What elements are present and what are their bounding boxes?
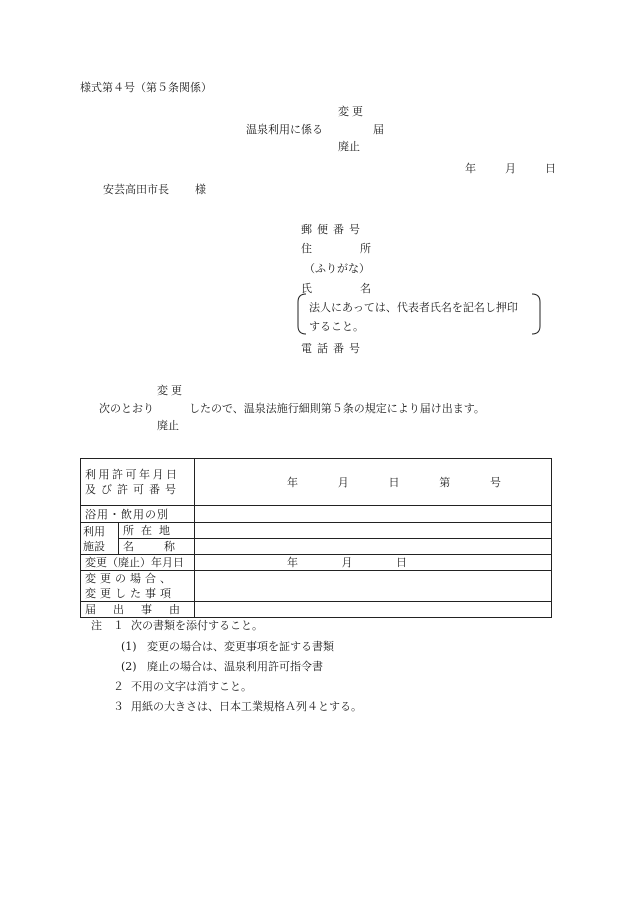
form-number: 様式第４号（第５条関係）: [80, 81, 212, 94]
title-suffix: 届: [373, 123, 384, 136]
change-date-columns: [199, 557, 547, 568]
note1-text: 次の書類を添付すること。: [131, 619, 263, 632]
reason-row: [81, 602, 552, 618]
title-option-change: 変更: [338, 105, 366, 118]
addressee-name: 安芸高田市長: [103, 183, 169, 196]
permit-month: 月: [337, 475, 349, 489]
usage-row: [81, 506, 552, 523]
permit-year: 年: [287, 475, 298, 489]
facility-group-line1: 利用: [83, 524, 105, 538]
date-month-label: 月: [505, 162, 516, 175]
reason-label-cell: 届出事由: [81, 602, 195, 618]
permit-value-cell[interactable]: [195, 459, 552, 506]
permit-value-columns: [199, 477, 547, 488]
change-matters-row: [81, 571, 552, 602]
addressee-honorific: 様: [195, 183, 206, 196]
note-sub1-text: 変更の場合は、変更事項を証する書類: [147, 640, 334, 653]
usage-value-cell[interactable]: [195, 506, 552, 523]
note3-number: ３: [113, 700, 124, 713]
change-date-row: [81, 555, 552, 571]
change-matters-value-cell[interactable]: [195, 571, 552, 602]
change-date-month: 月: [341, 556, 353, 569]
change-date-value-cell[interactable]: [195, 555, 552, 571]
permit-row: [81, 459, 552, 506]
note-sub1-number: (1): [121, 640, 137, 653]
usage-label-cell: 浴用・飲用の別: [81, 506, 195, 523]
notes-header: 注: [91, 619, 102, 632]
notification-table: [80, 458, 552, 618]
statement-option-change: 変更: [157, 384, 185, 397]
note1-number: １: [113, 619, 124, 632]
furigana-label: （ふりがな）: [304, 262, 370, 275]
change-date-year: 年: [287, 556, 298, 569]
title-prefix: 温泉利用に係る: [246, 123, 323, 136]
permit-label-line1: 利用許可年月日: [85, 468, 180, 481]
date-day-label: 日: [545, 162, 556, 175]
permit-day: 日: [388, 475, 400, 489]
facility-group-cell: [81, 523, 119, 555]
date-year-label: 年: [465, 162, 476, 175]
facility-name-value-cell[interactable]: [195, 539, 552, 555]
permit-dai: 第: [439, 475, 451, 489]
facility-group-line2: 施設: [83, 539, 105, 553]
address-label: [301, 242, 419, 255]
permit-label-line2: 及び許可番号: [85, 483, 181, 496]
location-value-cell[interactable]: [195, 523, 552, 539]
phone-label: 電話番号: [301, 342, 365, 355]
statement-prefix: 次のとおり: [99, 402, 154, 415]
change-date-label-cell: 変更（廃止）年月日: [81, 555, 195, 571]
note2-text: 不用の文字は消すこと。: [131, 680, 252, 693]
name-label: 氏名: [301, 282, 419, 295]
facility-name-row: [81, 539, 552, 555]
postal-code-label: 郵便番号: [301, 223, 365, 236]
location-label-cell: 所在地: [119, 523, 195, 539]
statement-option-abolish: 廃止: [157, 419, 179, 432]
address-label-text: 住所: [301, 242, 419, 255]
location-row: [81, 523, 552, 539]
permit-label-cell: [81, 459, 195, 506]
change-date-day: 日: [396, 556, 407, 569]
corporation-note-line1: 法人にあっては、代表者氏名を記名し押印: [309, 301, 518, 314]
statement-suffix: したので、温泉法施行細則第５条の規定により届け出ます。: [189, 402, 485, 415]
note-sub2-text: 廃止の場合は、温泉利用許可指令書: [147, 660, 323, 673]
change-matters-label-line1: 変更の場合、: [85, 572, 175, 585]
note-sub2-number: (2): [121, 660, 137, 673]
facility-name-label-cell: 名称: [119, 539, 195, 555]
corporation-note-line2: すること。: [309, 320, 364, 333]
permit-go: 号: [490, 475, 501, 489]
note2-number: ２: [113, 680, 124, 693]
reason-value-cell[interactable]: [195, 602, 552, 618]
change-matters-label-cell: [81, 571, 195, 602]
note3-text: 用紙の大きさは、日本工業規格Ａ列４とする。: [131, 700, 362, 713]
title-option-abolish: 廃止: [338, 140, 360, 153]
change-matters-label-line2: 変更した事項: [85, 587, 175, 600]
